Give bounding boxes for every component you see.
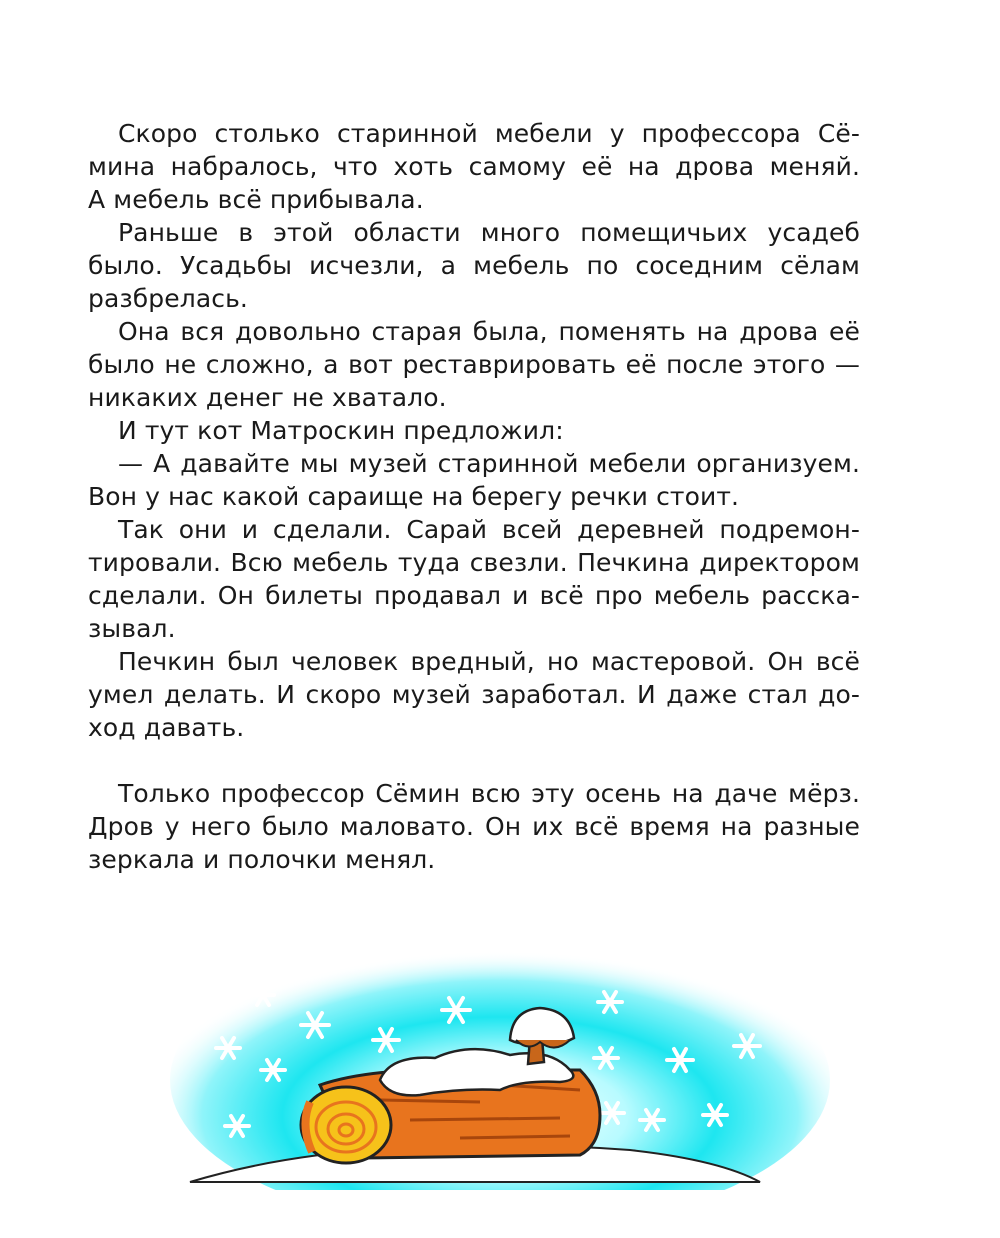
text-line: Дров у него было маловато. Он их всё время на разные xyxy=(88,812,860,841)
paragraph xyxy=(88,513,860,645)
story-text xyxy=(88,117,860,876)
paragraph xyxy=(88,645,860,744)
text-line: Печкин был человек вредный, но мастеровой. Он всё xyxy=(118,647,860,676)
text-line: сделали. Он билеты продавал и всё про мебель расска- xyxy=(88,581,860,610)
text-line: Раньше в этой области много помещичьих усадеб xyxy=(118,218,860,247)
text-line: мина набралось, что хоть самому её на дрова меняй. xyxy=(88,152,860,181)
text-line: никаких денег не хватало. xyxy=(88,383,447,412)
snowy-log-illustration xyxy=(160,930,840,1190)
text-line: А мебель всё прибывала. xyxy=(88,185,424,214)
text-line: зывал. xyxy=(88,614,176,643)
text-line: было не сложно, а вот реставрировать её после этого — xyxy=(88,350,860,379)
text-line: ход давать. xyxy=(88,713,245,742)
text-line: зеркала и полочки менял. xyxy=(88,845,436,874)
text-line: Так они и сделали. Сарай всей деревней подремон- xyxy=(118,515,860,544)
text-line: — А давайте мы музей старинной мебели организуем. xyxy=(118,449,860,478)
text-line: Она вся довольно старая была, поменять на дрова её xyxy=(118,317,860,346)
paragraph xyxy=(88,315,860,414)
text-line: умел делать. И скоро музей заработал. И даже стал до- xyxy=(88,680,860,709)
text-line: Вон у нас какой сараище на берегу речки стоит. xyxy=(88,482,740,511)
text-line: было. Усадьбы исчезли, а мебель по соседним сёлам xyxy=(88,251,860,280)
text-line: Только профессор Сёмин всю эту осень на даче мёрз. xyxy=(118,779,860,808)
paragraph xyxy=(88,447,860,513)
paragraph xyxy=(88,117,860,216)
text-line: тировали. Всю мебель туда свезли. Печкина директором xyxy=(88,548,860,577)
paragraph xyxy=(88,777,860,876)
paragraph xyxy=(88,414,860,447)
text-line: Скоро столько старинной мебели у профессора Сё- xyxy=(118,119,860,148)
paragraph-gap xyxy=(88,744,860,777)
text-line: разбрелась. xyxy=(88,284,248,313)
text-line: И тут кот Матроскин предложил: xyxy=(118,416,564,445)
paragraph xyxy=(88,216,860,315)
